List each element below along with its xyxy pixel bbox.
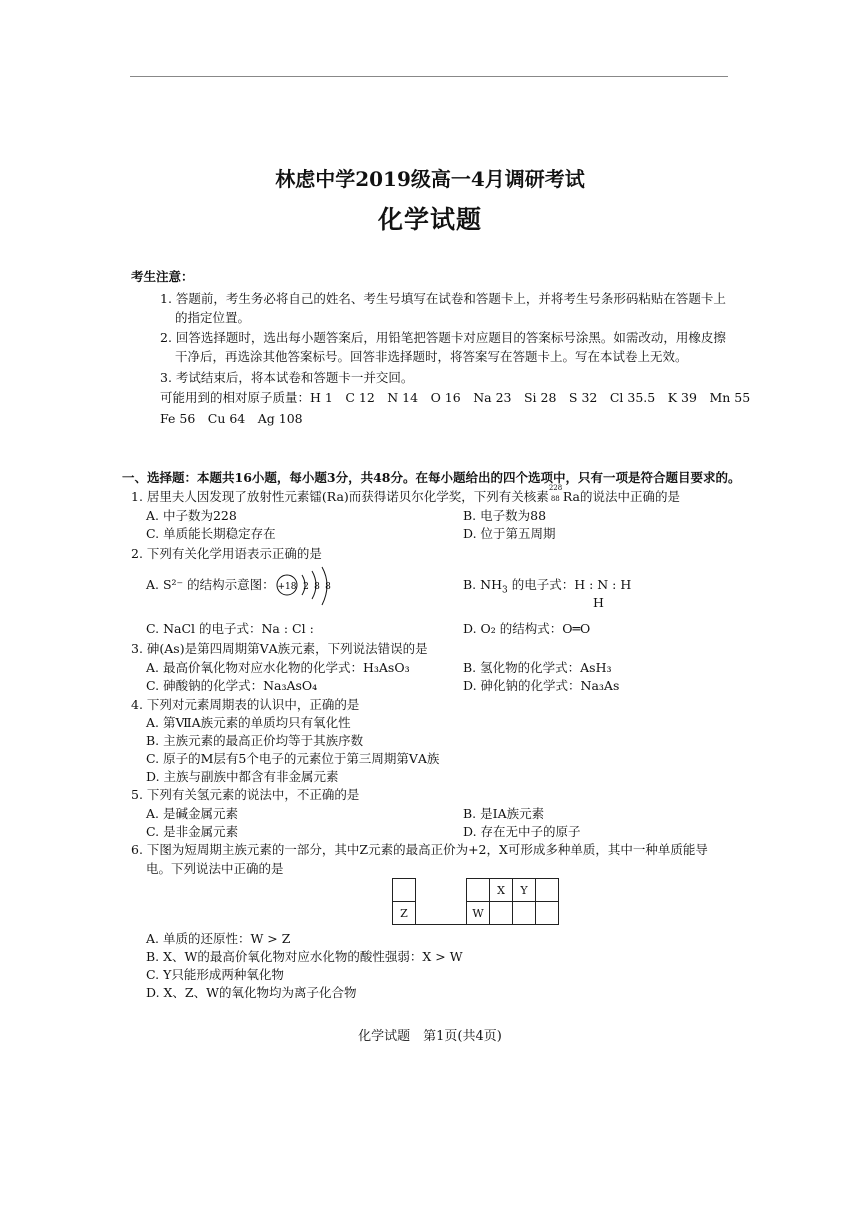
table-cell-empty xyxy=(489,901,513,925)
q2-option-a-text: A. S²⁻ 的结构示意图： xyxy=(146,577,275,592)
section-1-heading: 一、选择题：本题共16小题，每小题3分，共48分。在每小题给出的四个选项中，只有一项是符合题目要求的。 xyxy=(122,470,741,485)
question-1-stem xyxy=(131,484,680,506)
question-3-stem: 3. 砷(As)是第四周期第ⅤA族元素，下列说法错误的是 xyxy=(131,641,428,656)
nuclide-symbol: Ra xyxy=(562,489,580,504)
q1-option-b: B. 电子数为88 xyxy=(463,508,547,523)
q2-option-b-subscript: 3 xyxy=(501,585,508,596)
q4-option-a: A. 第ⅦA族元素的单质均只有氧化性 xyxy=(146,715,351,730)
atom-structure-diagram xyxy=(275,566,337,608)
q2-option-a xyxy=(146,576,275,594)
q3-option-c: C. 砷酸钠的化学式：Na₃AsO₄ xyxy=(146,678,318,693)
table-cell-empty xyxy=(535,878,559,902)
q5-option-d: D. 存在无中子的原子 xyxy=(463,824,581,839)
q4-option-d: D. 主族与副族中都含有非金属元素 xyxy=(146,769,339,784)
question-6-stem-line-2: 电。下列说法中正确的是 xyxy=(146,861,284,876)
q2-option-b-prefix: B. NH xyxy=(463,577,502,592)
table-cell-empty xyxy=(392,878,416,902)
q6-option-c: C. Y只能形成两种氧化物 xyxy=(146,967,284,982)
table-cell-x: X xyxy=(489,878,513,902)
q1-option-a: A. 中子数为228 xyxy=(146,508,237,523)
table-gap-line xyxy=(416,924,466,925)
nuclide-notation xyxy=(548,484,563,503)
question-4-stem: 4. 下列对元素周期表的认识中，正确的是 xyxy=(131,697,360,712)
q1-option-d: D. 位于第五周期 xyxy=(463,526,556,541)
q2-option-b-suffix: 的电子式：H : N : H xyxy=(507,577,632,592)
question-2-stem: 2. 下列有关化学用语表示正确的是 xyxy=(131,546,322,561)
q2-option-c: C. NaCl 的电子式：Na : Cl : xyxy=(146,621,314,636)
q5-option-c: C. 是非金属元素 xyxy=(146,824,239,839)
atomic-masses-line-2: Fe 56 Cu 64 Ag 108 xyxy=(160,411,303,426)
notice-item-2-line-2: 干净后，再选涂其他答案标号。回答非选择题时，将答案写在答题卡上。写在本试卷上无效。 xyxy=(175,349,688,364)
atomic-masses-line-1: 可能用到的相对原子质量：H 1 C 12 N 14 O 16 Na 23 Si 28 S 32 Cl 35.5 K 39 Mn 55 xyxy=(160,390,751,405)
question-1-stem-b: 的说法中正确的是 xyxy=(579,489,680,504)
q2-option-b-lower-h: H xyxy=(593,595,604,610)
q4-option-b: B. 主族元素的最高正价均等于其族序数 xyxy=(146,733,364,748)
shell-1-electrons: 2 xyxy=(303,582,309,592)
shell-2-electrons: 8 xyxy=(314,582,320,592)
notice-item-3: 3. 考试结束后，将本试卷和答题卡一并交回。 xyxy=(160,370,414,385)
nuclide-mass-number: 228 xyxy=(548,484,563,492)
shell-3-electrons: 8 xyxy=(325,582,331,592)
q6-option-a: A. 单质的还原性：W > Z xyxy=(146,931,291,946)
q5-option-b: B. 是ⅠA族元素 xyxy=(463,806,545,821)
notice-item-1-line-2: 的指定位置。 xyxy=(175,310,251,325)
q3-option-b: B. 氢化物的化学式：AsH₃ xyxy=(463,660,612,675)
notice-heading: 考生注意： xyxy=(131,269,194,284)
table-cell-empty xyxy=(512,901,536,925)
table-cell-empty xyxy=(535,901,559,925)
exam-title: 林虑中学2019级高一4月调研考试 xyxy=(275,167,585,191)
nuclide-atomic-number: 88 xyxy=(550,495,560,503)
table-cell-y: Y xyxy=(512,878,536,902)
table-cell-z: Z xyxy=(392,901,416,925)
q5-option-a: A. 是碱金属元素 xyxy=(146,806,238,821)
top-rule xyxy=(130,76,728,77)
question-6-stem-line-1: 6. 下图为短周期主族元素的一部分，其中Z元素的最高正价为+2，X可形成多种单质，其中一种单质能导 xyxy=(131,842,708,857)
q2-option-d: D. O₂ 的结构式：O═O xyxy=(463,621,591,636)
q6-option-d: D. X、Z、W的氧化物均为离子化合物 xyxy=(146,985,357,1000)
q3-option-a: A. 最高价氧化物对应水化物的化学式：H₃AsO₃ xyxy=(146,660,410,675)
page-footer: 化学试题 第1页(共4页) xyxy=(358,1029,502,1044)
q3-option-d: D. 砷化钠的化学式：Na₃As xyxy=(463,678,620,693)
notice-item-1-line-1: 1. 答题前，考生务必将自己的姓名、考生号填写在试卷和答题卡上，并将考生号条形码粘贴在答题卡上 xyxy=(160,291,726,306)
table-cell-w: W xyxy=(466,901,490,925)
q2-option-b xyxy=(463,576,631,594)
q6-option-b: B. X、W的最高价氧化物对应水化物的酸性强弱：X > W xyxy=(146,949,463,964)
subject-title: 化学试题 xyxy=(377,205,482,234)
q1-option-c: C. 单质能长期稳定存在 xyxy=(146,526,276,541)
q4-option-c: C. 原子的M层有5个电子的元素位于第三周期第ⅤA族 xyxy=(146,751,440,766)
nucleus-charge: +18 xyxy=(277,582,297,592)
table-cell-empty xyxy=(466,878,490,902)
question-1-stem-a: 1. 居里夫人因发现了放射性元素镭(Ra)而获得诺贝尔化学奖，下列有关核素 xyxy=(131,489,549,504)
question-5-stem: 5. 下列有关氢元素的说法中，不正确的是 xyxy=(131,787,360,802)
notice-item-2-line-1: 2. 回答选择题时，选出每小题答案后，用铅笔把答题卡对应题目的答案标号涂黑。如需改动，用橡皮擦 xyxy=(160,330,726,345)
